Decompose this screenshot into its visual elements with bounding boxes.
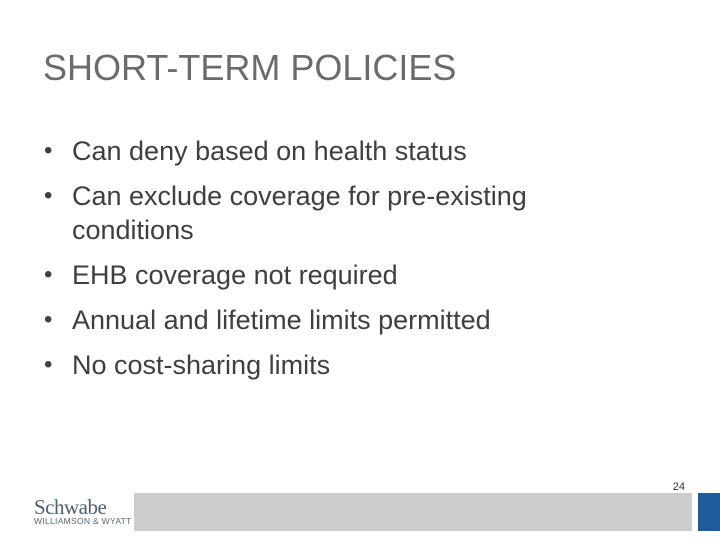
slide-title: SHORT-TERM POLICIES (43, 47, 457, 88)
bullet-dot: • (44, 182, 53, 209)
bullet-item (44, 348, 644, 382)
bullet-text: Can exclude coverage for pre-existing conditions (72, 181, 527, 245)
bullet-dot: • (44, 351, 53, 378)
logo-subtitle: WILLIAMSON & WYATT (34, 516, 132, 526)
bullet-text: EHB coverage not required (72, 260, 398, 290)
bullet-item (44, 134, 644, 168)
bullet-dot: • (44, 261, 53, 288)
bullet-dot: • (44, 137, 53, 164)
logo-wordmark: Schwabe (34, 495, 107, 519)
bullet-dot: • (44, 306, 53, 333)
footer-accent-block (698, 493, 720, 531)
footer-bar (134, 493, 692, 531)
bullet-text: Annual and lifetime limits permitted (72, 305, 491, 335)
bullet-text: No cost-sharing limits (72, 350, 331, 380)
bullet-item (44, 303, 644, 337)
bullet-text: Can deny based on health status (72, 136, 467, 166)
bullet-list (44, 134, 644, 393)
bullet-item (44, 258, 644, 292)
page-number: 24 (672, 481, 685, 493)
company-logo (34, 496, 130, 530)
bullet-item (44, 179, 642, 247)
